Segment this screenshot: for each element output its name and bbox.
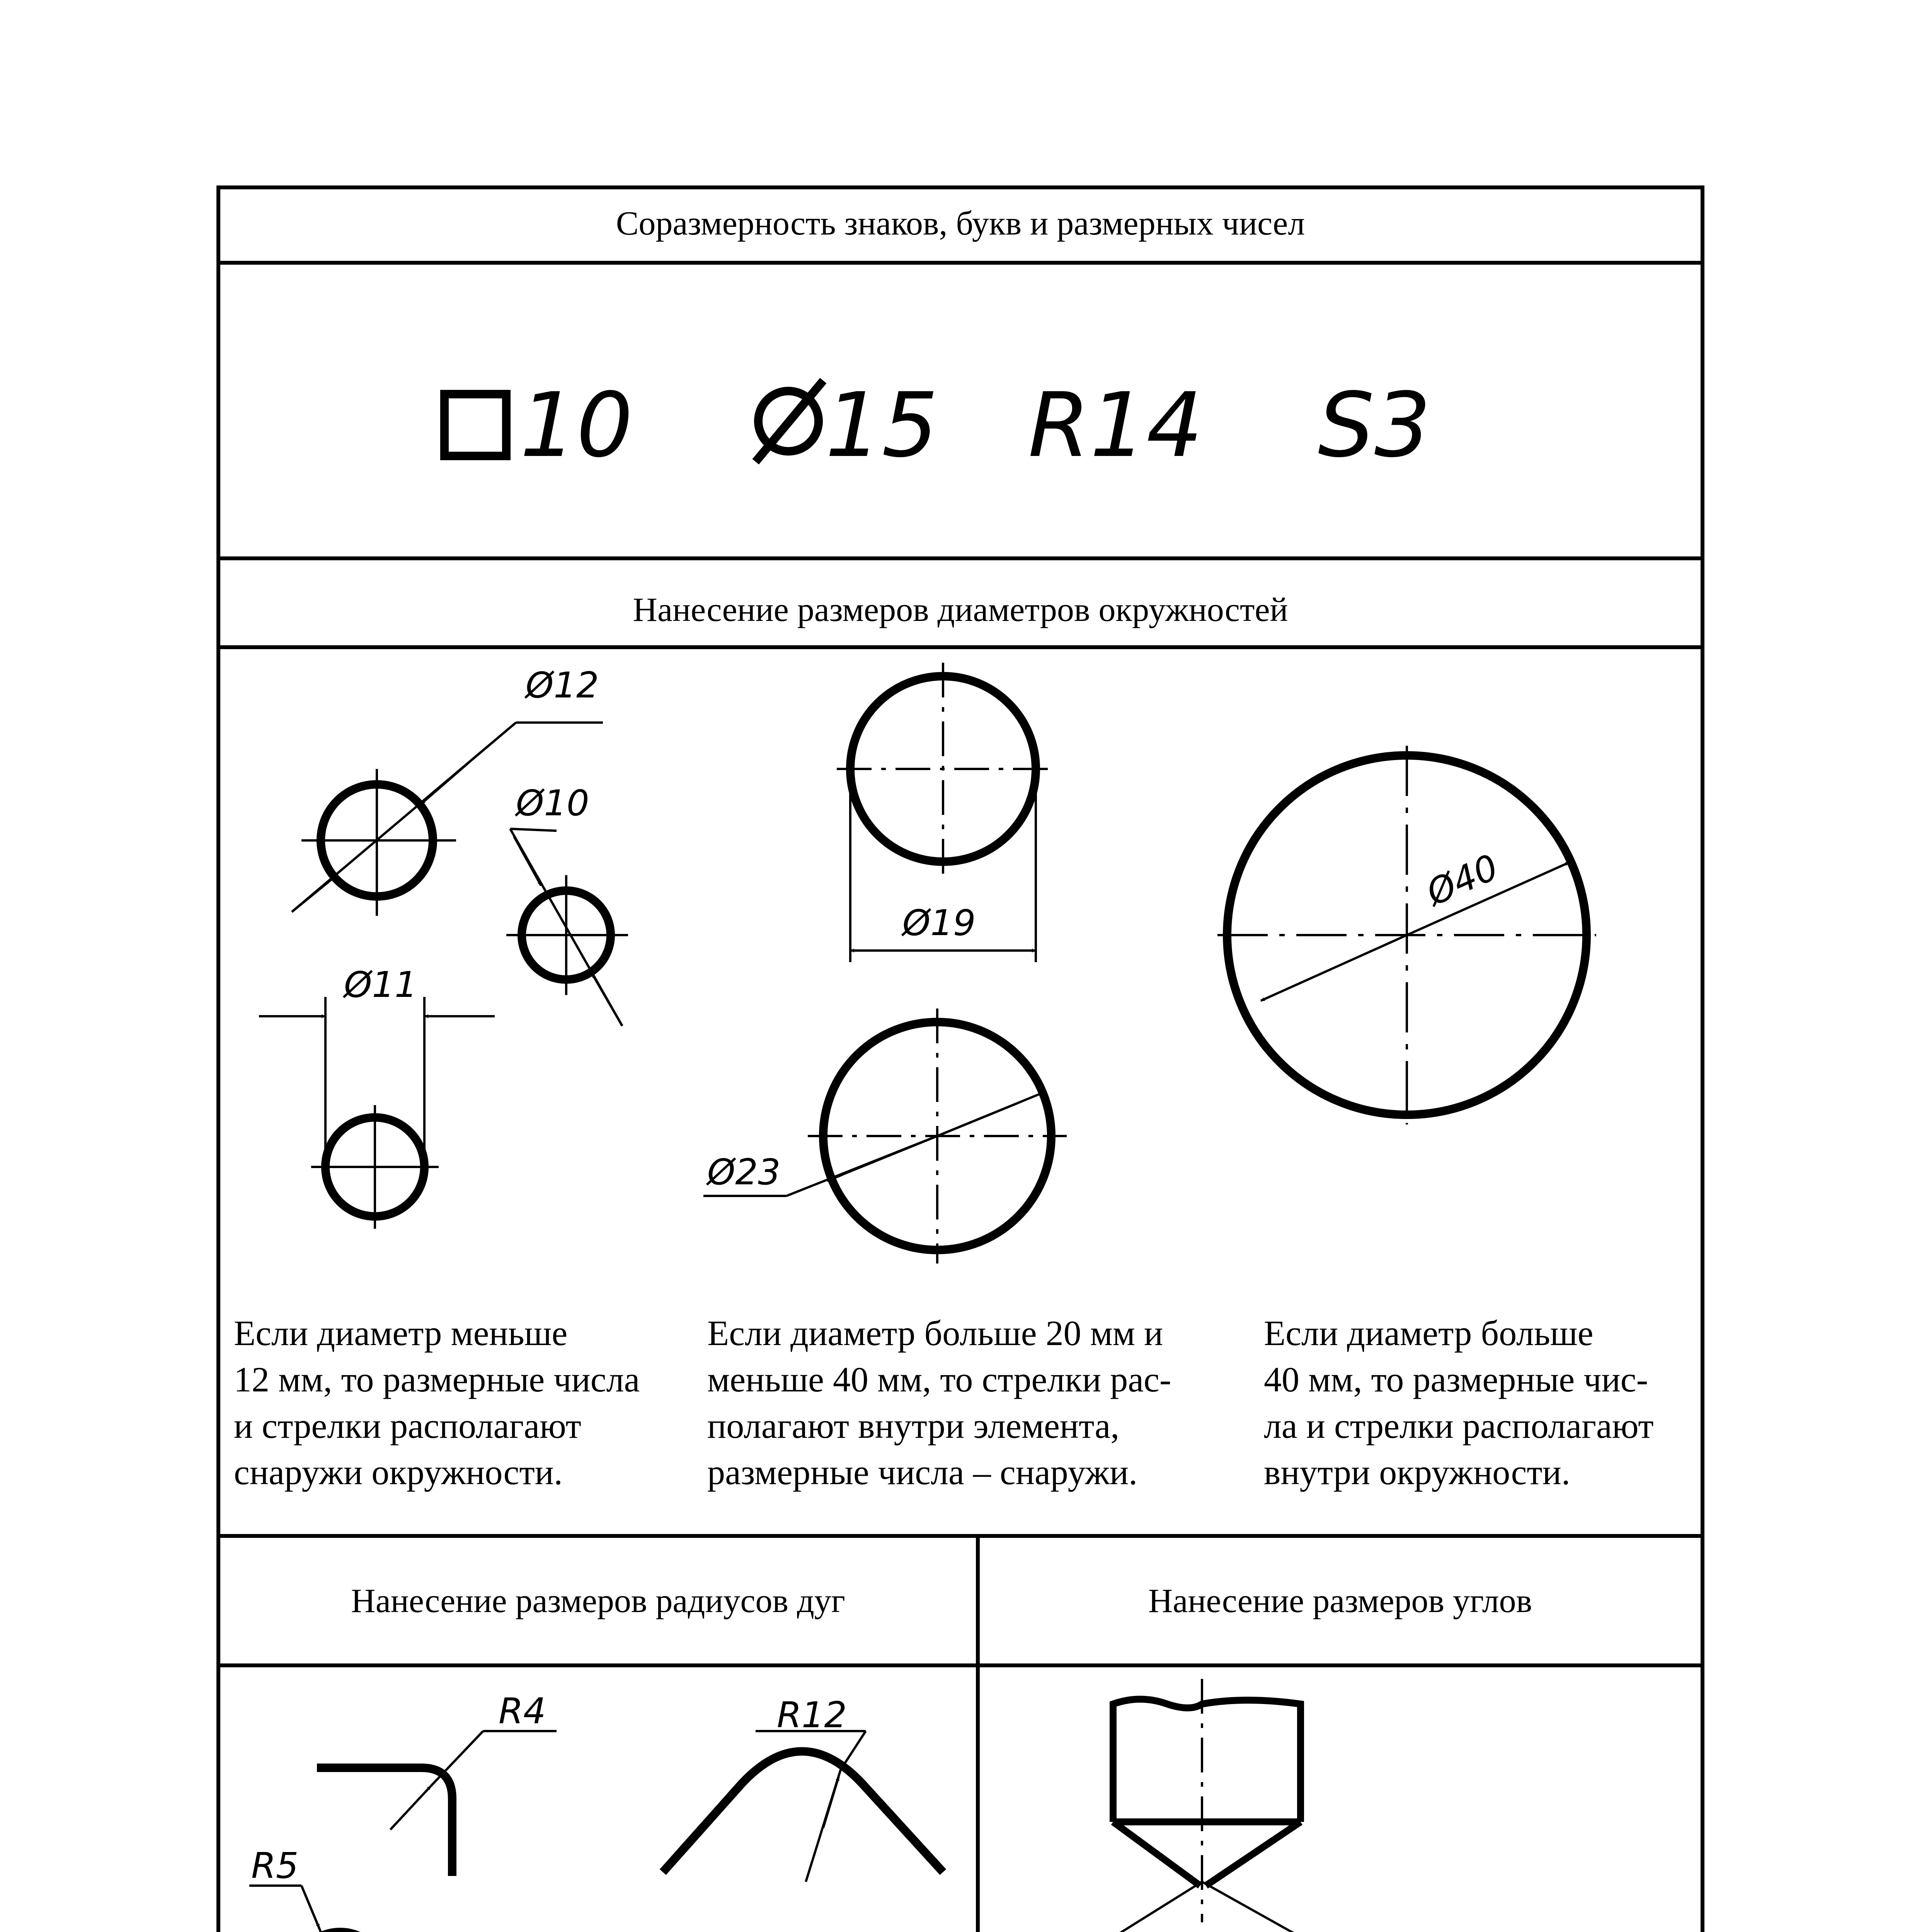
square-sign-icon (444, 394, 506, 456)
label-d23: Ø23 (707, 1151, 781, 1193)
s-symbol: S3 (1318, 374, 1431, 477)
radius-symbol: R14 (1028, 374, 1203, 477)
label-d40: Ø40 (1420, 846, 1505, 914)
section-title-diameters: Нанесение размеров диаметров окружностей (633, 591, 1288, 629)
label-d19: Ø19 (902, 902, 976, 944)
radius-drawings (249, 1731, 943, 1932)
circle-d23 (703, 1009, 1067, 1264)
circle-d10 (506, 829, 628, 1026)
diameter-sign-icon (756, 381, 823, 462)
label-r5-half: R5 (251, 1845, 299, 1886)
proportion-symbols (444, 374, 1431, 477)
label-r4: R4 (499, 1690, 546, 1732)
label-d11: Ø11 (344, 964, 417, 1005)
diameter-drawings (259, 663, 1596, 1264)
note-small-diameter: Если диаметр меньше 12 мм, то размерные числа и стрелки располагают снаружи окружности. (234, 1313, 640, 1492)
section-title-angles: Нанесение размеров углов (1148, 1582, 1532, 1620)
note-medium-diameter: Если диаметр больше 20 мм и меньше 40 мм, то стрелки рас- полагают внутри элемента, размерные числа – снаружи. (707, 1313, 1171, 1492)
circle-d11 (259, 997, 495, 1229)
circle-d40 (1217, 746, 1596, 1124)
angle-drawings (1078, 1679, 1579, 1932)
arc-r5-half (249, 1886, 398, 1932)
label-d10: Ø10 (516, 782, 589, 824)
label-d12: Ø12 (526, 665, 599, 706)
angle-120 (1078, 1679, 1347, 1932)
arc-r12-top (663, 1731, 943, 1882)
label-r12-top: R12 (777, 1694, 847, 1736)
diameter-value: 15 (825, 374, 938, 477)
section-title-proportion: Соразмерность знаков, букв и размерных чисел (616, 205, 1305, 242)
diameter-labels (342, 665, 1504, 1193)
section-title-radii: Нанесение размеров радиусов дуг (351, 1582, 845, 1620)
note-large-diameter: Если диаметр больше 40 мм, то размерные чис- ла и стрелки располагают внутри окружности. (1264, 1313, 1654, 1492)
radius-labels (251, 1690, 847, 1932)
arc-r4 (317, 1731, 557, 1876)
square-value: 10 (520, 374, 633, 477)
